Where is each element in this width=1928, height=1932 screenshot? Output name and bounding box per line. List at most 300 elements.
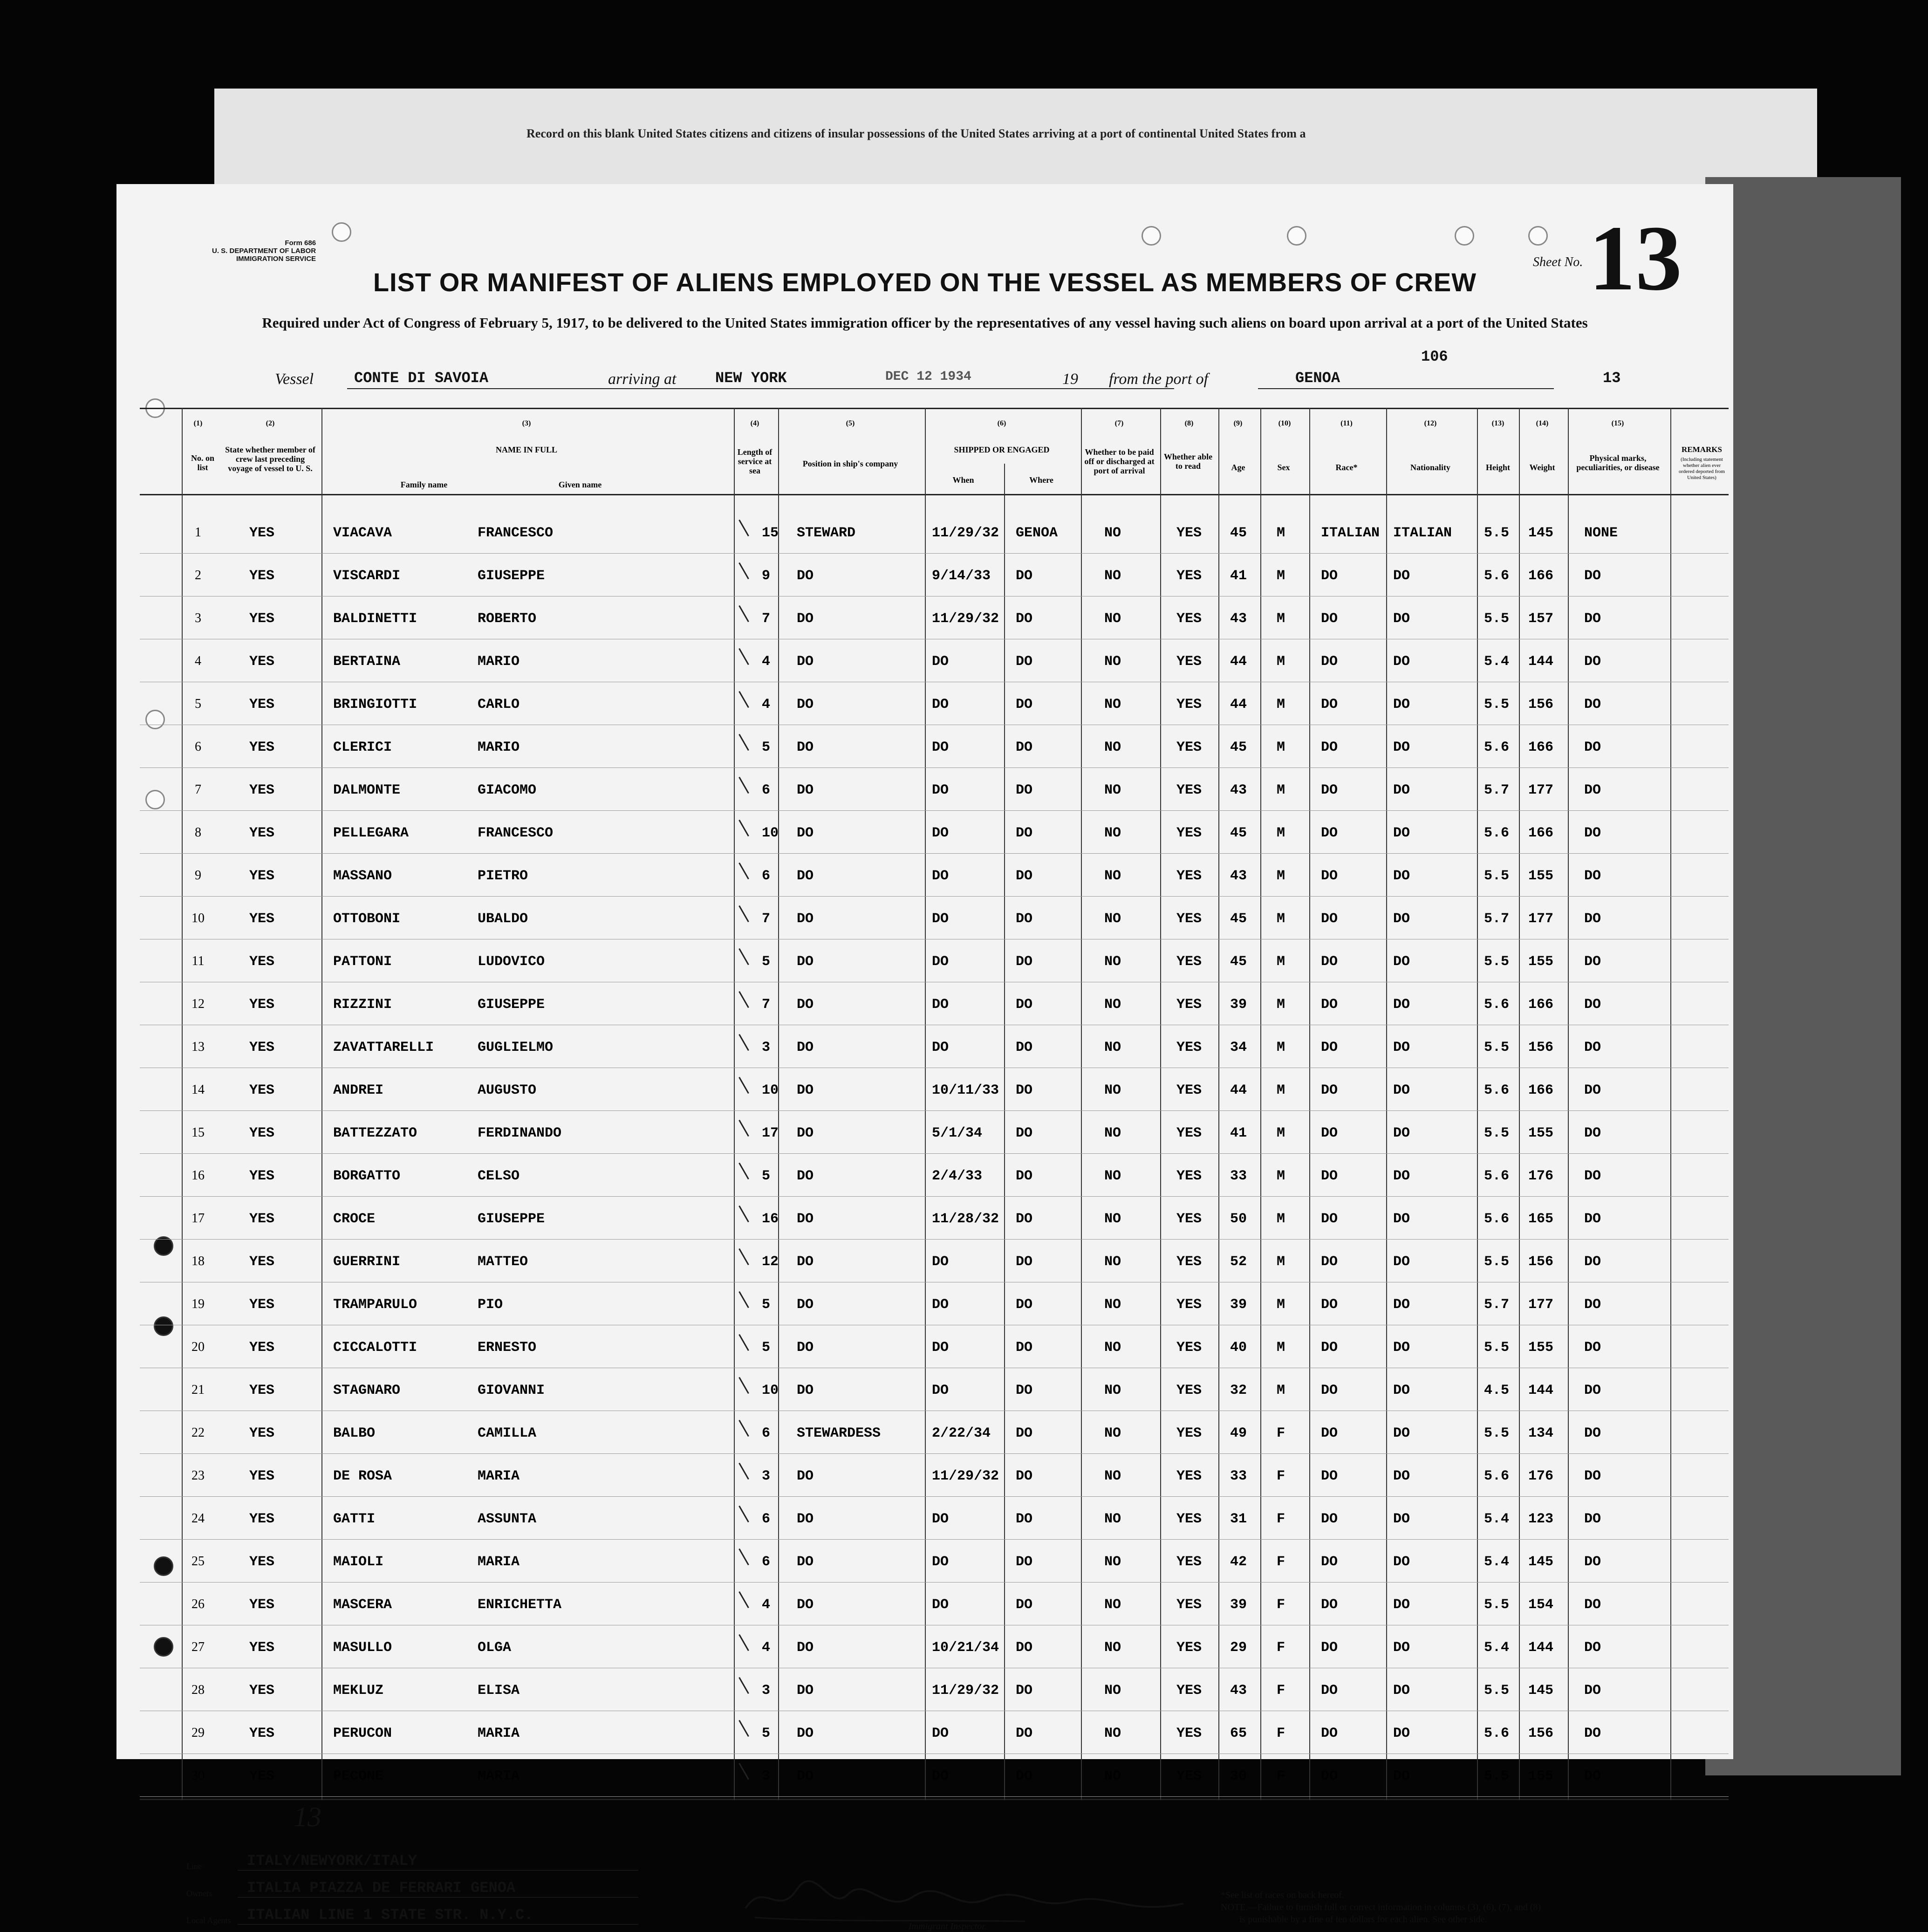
row-sex: M (1277, 654, 1285, 670)
punch-hole (154, 1637, 173, 1657)
row-given: MARIO (478, 740, 520, 755)
header-sex: Sex (1277, 463, 1290, 472)
column-number: (5) (846, 419, 855, 427)
row-nationality: DO (1393, 568, 1410, 584)
row-position: DO (797, 1468, 814, 1484)
row-physical: DO (1584, 1297, 1601, 1313)
row-read: YES (1176, 740, 1202, 755)
row-family: ZAVATTARELLI (333, 1040, 434, 1055)
row-race: DO (1321, 568, 1338, 584)
row-member: YES (249, 1211, 275, 1227)
row-no: 3 (195, 611, 201, 625)
manifest-title: LIST OR MANIFEST OF ALIENS EMPLOYED ON THE VESSEL AS MEMBERS OF CREW (373, 267, 1477, 297)
row-paid-off: NO (1104, 1082, 1121, 1098)
row-height: 5.5 (1484, 1425, 1510, 1441)
punch-hole (332, 222, 351, 242)
row-race: DO (1321, 1597, 1338, 1613)
row-where: DO (1016, 1125, 1033, 1141)
row-when: DO (932, 1768, 949, 1784)
row-no: 17 (191, 1211, 205, 1226)
row-physical: DO (1584, 1683, 1601, 1699)
row-height: 5.5 (1484, 611, 1510, 627)
row-member: YES (249, 868, 275, 884)
row-family: PECONE (333, 1768, 384, 1784)
row-paid-off: NO (1104, 1597, 1121, 1613)
row-sex: M (1277, 1254, 1285, 1270)
row-member: YES (249, 1597, 275, 1613)
row-read: YES (1176, 1168, 1202, 1184)
row-race: DO (1321, 868, 1338, 884)
row-member: YES (249, 611, 275, 627)
row-length: 5 (762, 1726, 771, 1741)
check-mark (738, 863, 749, 879)
row-length: 4 (762, 654, 771, 670)
row-weight: 166 (1528, 740, 1554, 755)
row-sex: M (1277, 825, 1285, 841)
row-given: GIUSEPPE (478, 1211, 545, 1227)
row-length: 6 (762, 868, 771, 884)
row-physical: DO (1584, 1554, 1601, 1570)
table-bottom-rule (140, 1799, 1729, 1800)
row-no: 8 (195, 825, 201, 840)
row-height: 5.6 (1484, 1168, 1510, 1184)
row-when: DO (932, 911, 949, 927)
row-member: YES (249, 740, 275, 755)
column-divider (1081, 408, 1082, 1800)
row-nationality: DO (1393, 1726, 1410, 1741)
row-sex: M (1277, 1211, 1285, 1227)
column-divider (1309, 408, 1310, 1800)
row-height: 5.6 (1484, 568, 1510, 584)
row-paid-off: NO (1104, 697, 1121, 713)
row-family: CLERICI (333, 740, 392, 755)
row-length: 4 (762, 697, 771, 713)
row-paid-off: NO (1104, 568, 1121, 584)
row-race: DO (1321, 1297, 1338, 1313)
column-number: (15) (1611, 419, 1624, 427)
row-when: 10/21/34 (932, 1640, 999, 1656)
row-weight: 155 (1528, 868, 1554, 884)
binder-cover (1705, 177, 1901, 1775)
row-weight: 177 (1528, 911, 1554, 927)
column-divider (1670, 408, 1671, 1800)
row-read: YES (1176, 1640, 1202, 1656)
row-where: DO (1016, 954, 1033, 970)
check-mark (738, 605, 749, 622)
column-number: (4) (750, 419, 759, 427)
punch-hole (1528, 226, 1548, 246)
row-where: DO (1016, 825, 1033, 841)
header-nationality: Nationality (1410, 463, 1450, 472)
check-mark (738, 1120, 749, 1137)
row-divider (140, 1196, 1729, 1197)
row-sex: M (1277, 997, 1285, 1013)
row-physical: DO (1584, 568, 1601, 584)
row-age: 44 (1230, 1082, 1247, 1098)
row-age: 39 (1230, 1297, 1247, 1313)
row-age: 49 (1230, 1425, 1247, 1441)
row-given: FRANCESCO (478, 525, 554, 541)
row-weight: 156 (1528, 1040, 1554, 1055)
row-when: 5/1/34 (932, 1125, 983, 1141)
column-divider (182, 408, 183, 1800)
row-member: YES (249, 1554, 275, 1570)
row-given: MARIA (478, 1726, 520, 1741)
row-when: DO (932, 997, 949, 1013)
row-where: DO (1016, 1425, 1033, 1441)
arriving-label: arriving at (608, 370, 677, 388)
row-position: DO (797, 1383, 814, 1398)
row-when: DO (932, 697, 949, 713)
row-paid-off: NO (1104, 1683, 1121, 1699)
column-number: (14) (1536, 419, 1549, 427)
row-family: DE ROSA (333, 1468, 392, 1484)
row-position: DO (797, 782, 814, 798)
row-race: DO (1321, 911, 1338, 927)
header-race: Race* (1335, 463, 1358, 472)
row-no: 4 (195, 654, 201, 668)
punch-hole (154, 1316, 173, 1336)
column-divider (1218, 408, 1219, 1800)
row-family: MEKLUZ (333, 1683, 384, 1699)
check-mark (738, 991, 749, 1008)
row-height: 5.5 (1484, 525, 1510, 541)
row-nationality: DO (1393, 1211, 1410, 1227)
header-given: Given name (558, 480, 602, 489)
row-where: DO (1016, 1168, 1033, 1184)
row-weight: 165 (1528, 1211, 1554, 1227)
table-top-rule (140, 408, 1729, 409)
departure-port: GENOA (1295, 370, 1340, 387)
row-physical: DO (1584, 954, 1601, 970)
row-family: VISCARDI (333, 568, 401, 584)
row-physical: DO (1584, 1340, 1601, 1356)
check-mark (738, 905, 749, 922)
row-paid-off: NO (1104, 868, 1121, 884)
row-length: 5 (762, 1297, 771, 1313)
row-where: DO (1016, 1468, 1033, 1484)
row-age: 52 (1230, 1254, 1247, 1270)
check-mark (738, 1334, 749, 1351)
row-read: YES (1176, 1768, 1202, 1784)
row-divider (140, 1453, 1729, 1454)
row-when: 2/4/33 (932, 1168, 983, 1184)
row-where: DO (1016, 911, 1033, 927)
check-mark (738, 1034, 749, 1051)
row-family: BATTEZZATO (333, 1125, 417, 1141)
row-weight: 154 (1528, 1597, 1554, 1613)
row-sex: F (1277, 1597, 1285, 1613)
row-height: 5.4 (1484, 1511, 1510, 1527)
row-read: YES (1176, 997, 1202, 1013)
row-race: ITALIAN (1321, 525, 1380, 541)
row-age: 40 (1230, 1340, 1247, 1356)
row-race: DO (1321, 825, 1338, 841)
row-physical: DO (1584, 1168, 1601, 1184)
row-no: 25 (191, 1554, 205, 1569)
row-nationality: DO (1393, 1554, 1410, 1570)
row-member: YES (249, 1297, 275, 1313)
row-age: 41 (1230, 568, 1247, 584)
row-sex: M (1277, 1040, 1285, 1055)
check-mark (738, 562, 749, 579)
row-weight: 134 (1528, 1425, 1554, 1441)
row-family: MASCERA (333, 1597, 392, 1613)
column-number: (9) (1233, 419, 1243, 427)
row-family: ANDREI (333, 1082, 384, 1098)
check-mark (738, 1591, 749, 1608)
header-where: Where (1029, 475, 1053, 485)
row-read: YES (1176, 611, 1202, 627)
row-given: CARLO (478, 697, 520, 713)
row-paid-off: NO (1104, 1040, 1121, 1055)
row-length: 5 (762, 954, 771, 970)
row-family: CICCALOTTI (333, 1340, 417, 1356)
column-number: (1) (193, 419, 203, 427)
row-height: 5.5 (1484, 1125, 1510, 1141)
row-weight: 156 (1528, 1726, 1554, 1741)
row-sex: F (1277, 1768, 1285, 1784)
row-length: 3 (762, 1683, 771, 1699)
check-mark (738, 1248, 749, 1265)
row-height: 5.6 (1484, 1468, 1510, 1484)
header-remarks-note: (Including statement whether alien ever ordered deported from United States) (1679, 457, 1725, 480)
row-position: STEWARD (797, 525, 856, 541)
row-sex: F (1277, 1468, 1285, 1484)
row-member: YES (249, 1125, 275, 1141)
row-race: DO (1321, 1640, 1338, 1656)
row-where: DO (1016, 1297, 1033, 1313)
check-mark (738, 1677, 749, 1694)
row-height: 5.6 (1484, 997, 1510, 1013)
row-where: DO (1016, 611, 1033, 627)
row-given: UBALDO (478, 911, 528, 927)
row-read: YES (1176, 1597, 1202, 1613)
header-physical: Physical marks, peculiarities, or disease (1576, 453, 1660, 472)
column-number: (10) (1278, 419, 1291, 427)
inspector-label: Immigrant Inspector. (909, 1921, 987, 1932)
column-number: (12) (1424, 419, 1437, 427)
row-nationality: DO (1393, 1254, 1410, 1270)
row-when: 11/29/32 (932, 525, 999, 541)
row-no: 13 (191, 1040, 205, 1054)
row-sex: M (1277, 568, 1285, 584)
row-length: 15 (762, 525, 779, 541)
row-given: CAMILLA (478, 1425, 537, 1441)
handwritten-mark: 13 (294, 1802, 321, 1832)
row-no: 30 (191, 1768, 205, 1783)
row-nationality: DO (1393, 868, 1410, 884)
row-length: 7 (762, 997, 771, 1013)
column-number: (7) (1114, 419, 1124, 427)
row-nationality: DO (1393, 825, 1410, 841)
row-length: 12 (762, 1254, 779, 1270)
row-read: YES (1176, 1211, 1202, 1227)
row-sex: F (1277, 1511, 1285, 1527)
row-when: DO (932, 1554, 949, 1570)
right-margin-number: 13 (1603, 370, 1621, 387)
row-given: PIETRO (478, 868, 528, 884)
row-race: DO (1321, 1683, 1338, 1699)
row-sex: M (1277, 1297, 1285, 1313)
row-family: MASULLO (333, 1640, 392, 1656)
column-divider (1477, 408, 1478, 1800)
line-value: ITALY/NEWYORK/ITALY (247, 1852, 417, 1870)
row-divider (140, 1239, 1729, 1240)
row-divider (140, 1153, 1729, 1154)
row-no: 12 (191, 997, 205, 1011)
punch-hole (1455, 226, 1474, 246)
row-read: YES (1176, 1726, 1202, 1741)
row-read: YES (1176, 1511, 1202, 1527)
row-length: 3 (762, 1040, 771, 1055)
row-when: 9/14/33 (932, 568, 991, 584)
row-race: DO (1321, 1211, 1338, 1227)
row-weight: 144 (1528, 1640, 1554, 1656)
row-no: 23 (191, 1468, 205, 1483)
row-age: 42 (1230, 1554, 1247, 1570)
row-nationality: DO (1393, 740, 1410, 755)
row-physical: DO (1584, 1383, 1601, 1398)
row-divider (140, 810, 1729, 811)
row-when: 11/29/32 (932, 1468, 999, 1484)
column-divider (778, 408, 779, 1800)
row-paid-off: NO (1104, 1168, 1121, 1184)
row-no: 24 (191, 1511, 205, 1526)
row-no: 21 (191, 1383, 205, 1397)
header-name: NAME IN FULL (495, 445, 557, 454)
row-nationality: DO (1393, 1597, 1410, 1613)
row-member: YES (249, 525, 275, 541)
row-age: 45 (1230, 954, 1247, 970)
row-height: 5.6 (1484, 1082, 1510, 1098)
row-age: 45 (1230, 740, 1247, 755)
row-where: DO (1016, 740, 1033, 755)
row-no: 26 (191, 1597, 205, 1611)
row-physical: DO (1584, 611, 1601, 627)
row-age: 43 (1230, 868, 1247, 884)
row-given: GIOVANNI (478, 1383, 545, 1398)
row-paid-off: NO (1104, 1211, 1121, 1227)
row-length: 10 (762, 1383, 779, 1398)
row-age: 45 (1230, 911, 1247, 927)
row-height: 5.7 (1484, 911, 1510, 927)
row-sex: M (1277, 1340, 1285, 1356)
row-given: GIUSEPPE (478, 997, 545, 1013)
row-read: YES (1176, 911, 1202, 927)
column-divider (1568, 408, 1569, 1800)
row-length: 4 (762, 1640, 771, 1656)
row-nationality: DO (1393, 997, 1410, 1013)
column-number: (6) (997, 419, 1006, 427)
row-read: YES (1176, 1297, 1202, 1313)
row-physical: DO (1584, 1768, 1601, 1784)
row-physical: DO (1584, 1597, 1601, 1613)
check-mark (738, 520, 749, 536)
row-no: 22 (191, 1425, 205, 1440)
row-physical: DO (1584, 740, 1601, 755)
row-divider (140, 853, 1729, 854)
row-where: DO (1016, 1254, 1033, 1270)
column-number: (13) (1491, 419, 1504, 427)
row-age: 31 (1230, 1511, 1247, 1527)
row-height: 5.5 (1484, 1254, 1510, 1270)
row-where: DO (1016, 568, 1033, 584)
row-position: STEWARDESS (797, 1425, 881, 1441)
row-weight: 145 (1528, 1554, 1554, 1570)
row-position: DO (797, 954, 814, 970)
row-member: YES (249, 697, 275, 713)
arriving-port: NEW YORK (715, 370, 787, 387)
row-given: GIUSEPPE (478, 568, 545, 584)
row-member: YES (249, 782, 275, 798)
row-age: 45 (1230, 525, 1247, 541)
header-height: Height (1486, 463, 1510, 472)
row-position: DO (797, 654, 814, 670)
row-weight: 166 (1528, 568, 1554, 584)
row-where: DO (1016, 1768, 1033, 1784)
check-mark (738, 1763, 749, 1780)
row-nationality: DO (1393, 911, 1410, 927)
row-member: YES (249, 1511, 275, 1527)
row-sex: F (1277, 1683, 1285, 1699)
row-physical: DO (1584, 1040, 1601, 1055)
row-race: DO (1321, 1726, 1338, 1741)
check-mark (738, 1206, 749, 1222)
row-read: YES (1176, 525, 1202, 541)
row-paid-off: NO (1104, 1254, 1121, 1270)
row-sex: M (1277, 868, 1285, 884)
column-number: (2) (266, 419, 275, 427)
row-weight: 145 (1528, 1683, 1554, 1699)
row-nationality: ITALIAN (1393, 525, 1452, 541)
row-paid-off: NO (1104, 1726, 1121, 1741)
row-age: 44 (1230, 654, 1247, 670)
row-given: ELISA (478, 1683, 520, 1699)
row-paid-off: NO (1104, 954, 1121, 970)
row-given: MATTEO (478, 1254, 528, 1270)
row-length: 4 (762, 1597, 771, 1613)
row-position: DO (797, 1683, 814, 1699)
row-sex: M (1277, 740, 1285, 755)
owners-value: ITALIA PIAZZA DE FERRARI GENOA (247, 1879, 516, 1897)
row-age: 34 (1230, 1040, 1247, 1055)
row-read: YES (1176, 697, 1202, 713)
row-no: 5 (195, 697, 201, 711)
year-label: 19 (1062, 370, 1078, 388)
row-read: YES (1176, 782, 1202, 798)
row-length: 6 (762, 1511, 771, 1527)
row-nationality: DO (1393, 1340, 1410, 1356)
row-read: YES (1176, 1554, 1202, 1570)
row-weight: 155 (1528, 954, 1554, 970)
row-family: PATTONI (333, 954, 392, 970)
row-when: DO (932, 868, 949, 884)
row-nationality: DO (1393, 1768, 1410, 1784)
date-underline (871, 388, 1174, 389)
row-age: 50 (1230, 1211, 1247, 1227)
row-physical: DO (1584, 1511, 1601, 1527)
port-underline (1258, 388, 1554, 389)
row-sex: M (1277, 525, 1285, 541)
row-length: 17 (762, 1125, 779, 1141)
row-weight: 157 (1528, 611, 1554, 627)
row-nationality: DO (1393, 1040, 1410, 1055)
row-physical: DO (1584, 825, 1601, 841)
row-age: 44 (1230, 697, 1247, 713)
row-length: 7 (762, 611, 771, 627)
row-where: DO (1016, 1383, 1033, 1398)
